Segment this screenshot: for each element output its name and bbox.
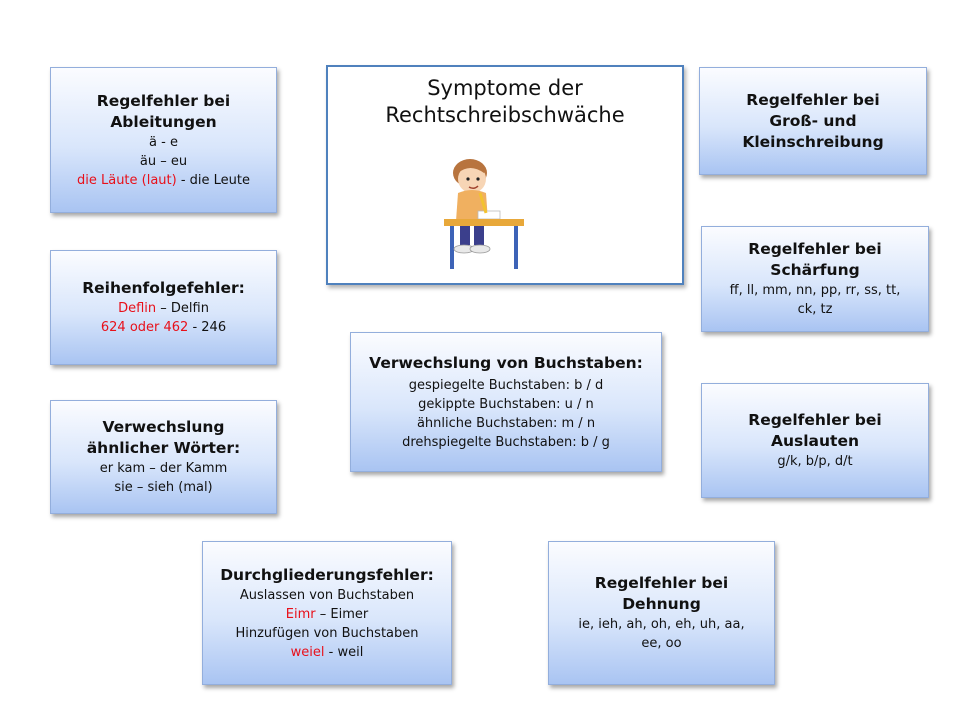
box-title: Regelfehler bei: [748, 411, 882, 429]
box-line: [286, 605, 368, 624]
child-writing-illustration: [440, 155, 570, 273]
error-example: 624 oder 462: [100, 320, 189, 335]
box-line: ä - e: [149, 134, 178, 150]
box-line: äu – eu: [139, 153, 188, 169]
correct-example: - 246: [188, 320, 227, 335]
box-line: Hinzufügen von Buchstaben: [235, 625, 419, 641]
error-example: die Läute (laut): [76, 172, 177, 188]
box-line: ee, oo: [641, 636, 682, 651]
box-title: Regelfehler bei: [746, 90, 880, 109]
box-buchstaben: [350, 332, 662, 472]
box-line: Auslassen von Buchstaben: [239, 587, 415, 603]
correct-example: - weil: [324, 644, 364, 660]
box-title: Kleinschreibung: [742, 132, 884, 151]
box-line: er kam – der Kamm: [99, 461, 228, 476]
correct-example: – Eimer: [315, 606, 369, 622]
box-title: Regelfehler bei: [96, 91, 231, 110]
correct-example: – Delfin: [156, 301, 209, 316]
box-line: drehspiegelte Buchstaben: b / g: [402, 434, 610, 450]
box-line: [77, 171, 250, 190]
box-line: ie, ieh, ah, oh, eh, uh, aa,: [578, 617, 745, 632]
box-dehnung: [548, 541, 775, 685]
correct-example: - die Leute: [176, 172, 251, 188]
central-title-line2: Rechtschreibschwäche: [385, 103, 625, 127]
box-title: Dehnung: [622, 595, 701, 613]
box-line: gespiegelte Buchstaben: b / d: [408, 377, 604, 393]
box-ableitungen: [50, 67, 277, 213]
error-example: weiel: [290, 644, 325, 660]
box-title: Verwechslung: [102, 418, 225, 436]
box-title: Regelfehler bei: [748, 240, 882, 258]
box-title: Reihenfolgefehler:: [82, 279, 245, 297]
box-line: sie – sieh (mal): [114, 480, 213, 495]
box-line: gekippte Buchstaben: u / n: [418, 396, 594, 412]
box-auslauten: [701, 383, 929, 498]
box-reihenfolge: [50, 250, 277, 365]
central-title-line1: Symptome der: [427, 76, 583, 100]
central-topic-box: [326, 65, 684, 285]
error-example: Deflin: [118, 301, 157, 316]
box-title: Groß- und: [769, 111, 857, 130]
box-line: [101, 318, 226, 337]
box-title: Ableitungen: [110, 112, 217, 131]
box-title: Schärfung: [770, 261, 860, 279]
box-schaerfung: [701, 226, 929, 332]
box-title: Regelfehler bei: [594, 574, 729, 592]
box-line: [118, 299, 209, 318]
central-title: [328, 75, 682, 129]
box-title: Verwechslung von Buchstaben:: [369, 353, 643, 372]
box-title: Auslauten: [770, 432, 860, 450]
error-example: Eimr: [285, 606, 316, 622]
box-line: g/k, b/p, d/t: [777, 454, 853, 469]
box-line: ck, tz: [797, 302, 833, 317]
box-gross-klein: [699, 67, 927, 175]
box-line: ähnliche Buchstaben: m / n: [416, 415, 596, 431]
box-line: [291, 643, 364, 662]
box-title: ähnlicher Wörter:: [86, 439, 241, 457]
box-durchgliederung: [202, 541, 452, 685]
box-title: Durchgliederungsfehler:: [220, 565, 434, 584]
box-woerter: [50, 400, 277, 514]
box-line: ff, ll, mm, nn, pp, rr, ss, tt,: [729, 283, 901, 298]
